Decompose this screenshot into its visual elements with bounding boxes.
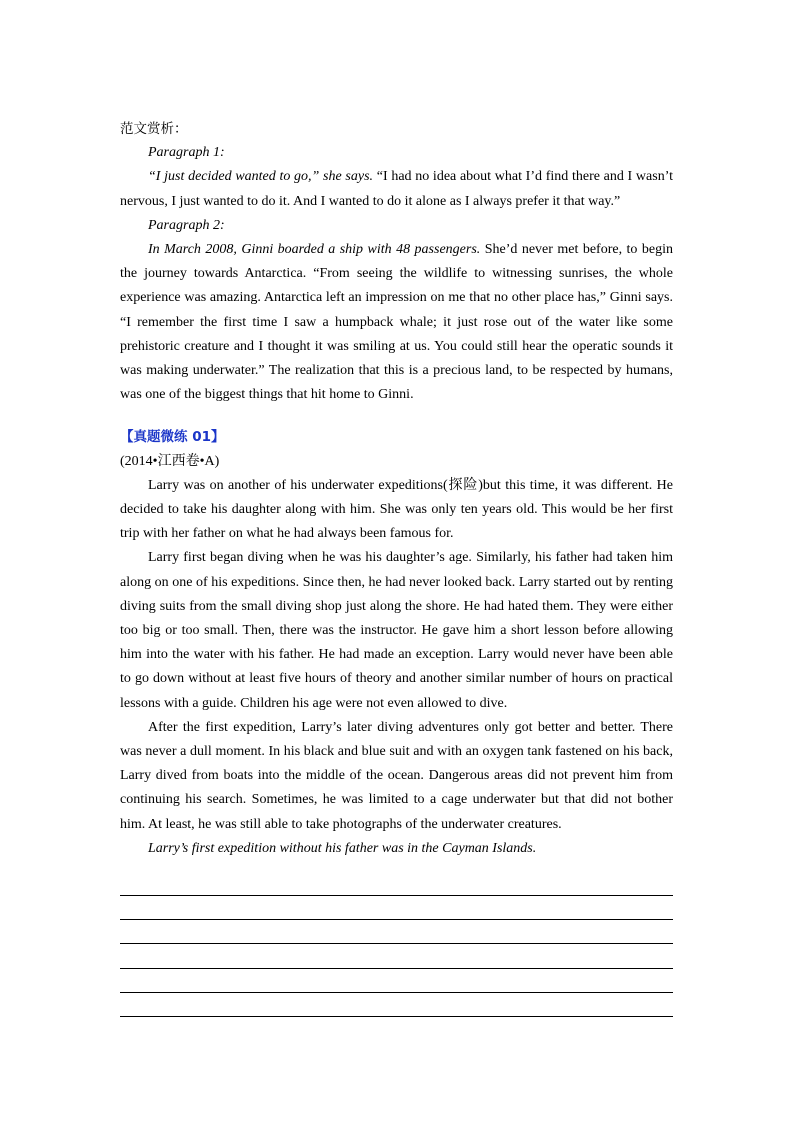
document-page bbox=[120, 117, 673, 861]
paragraph-2-text bbox=[120, 238, 673, 407]
section-gap bbox=[120, 407, 673, 425]
paragraph-1-body: “I had no idea about what I’d find there and I wasn’t nervous, I just wanted to do it. And I wanted to do it alone as I always prefer it that way.” bbox=[120, 169, 673, 209]
answer-line[interactable] bbox=[120, 895, 673, 896]
passage-paragraph: Larry was on another of his underwater expeditions(探险)but this time, it was different. He decided to take his daughter along with him. She was only ten years old. This would be her first trip with her father on what he had always been famous for. bbox=[120, 477, 673, 542]
passage-paragraph: After the first expedition, Larry’s later diving adventures only got better and better. There was never a dull moment. In his black and blue suit and with an oxygen tank fastened on his back, Larry dived from boats into the middle of the ocean. Dangerous areas did not prevent him from continuing his search. Sometimes, he was limited to a cage underwater but that did not bother him. At least, he was still able to take photographs of the underwater creatures. bbox=[120, 719, 673, 832]
paragraph-2-label: Paragraph 2: bbox=[148, 217, 225, 233]
paragraph-1-label: Paragraph 1: bbox=[148, 145, 225, 161]
passage-paragraph: Larry first began diving when he was his daughter’s age. Similarly, his father had taken him along on one of his expeditions. Since then, he had never looked back. Larry started out by renting diving suits from the small diving shop just along the shore. He had hated them. They were either too big or too small. Then, there was the instructor. He gave him a short lesson before allowing him into the water with his father. He had made an exception. Larry would never have been able to go down without at least five hours of theory and another similar number of hours on practical lessons with a guide. Children his age were not even allowed to dive. bbox=[120, 550, 673, 711]
answer-area[interactable] bbox=[120, 895, 673, 1040]
section-title: 范文赏析： bbox=[120, 121, 188, 137]
answer-line[interactable] bbox=[120, 992, 673, 993]
exercise-heading: 【真题微练 01】 bbox=[120, 429, 225, 446]
paragraph-1-lead: “I just decided wanted to go,” she says. bbox=[148, 169, 374, 185]
paragraph-2-lead: In March 2008, Ginni boarded a ship with 48 passengers. bbox=[148, 242, 481, 258]
exercise-source: (2014•江西卷•A) bbox=[120, 453, 220, 469]
answer-line[interactable] bbox=[120, 1016, 673, 1017]
paragraph-2-body: She’d never met before, to begin the journey towards Antarctica. “From seeing the wildlife to witnessing sunrises, the whole experience was amazing. Antarctica left an impression on me that no other place has,” Ginni says. “I remember the first time I saw a humpback whale; it just rose out of the water like some prehistoric creature and I thought it was smiling at us. You could still hear the operatic sounds it was making underwater.” The realization that this is a precious land, to be respected by humans, was one of the biggest things that hit home to Ginni. bbox=[120, 242, 673, 403]
answer-line[interactable] bbox=[120, 968, 673, 969]
paragraph-1-text bbox=[120, 165, 673, 213]
answer-line[interactable] bbox=[120, 943, 673, 944]
answer-line[interactable] bbox=[120, 919, 673, 920]
continuation-prompt: Larry’s first expedition without his father was in the Cayman Islands. bbox=[148, 840, 537, 856]
